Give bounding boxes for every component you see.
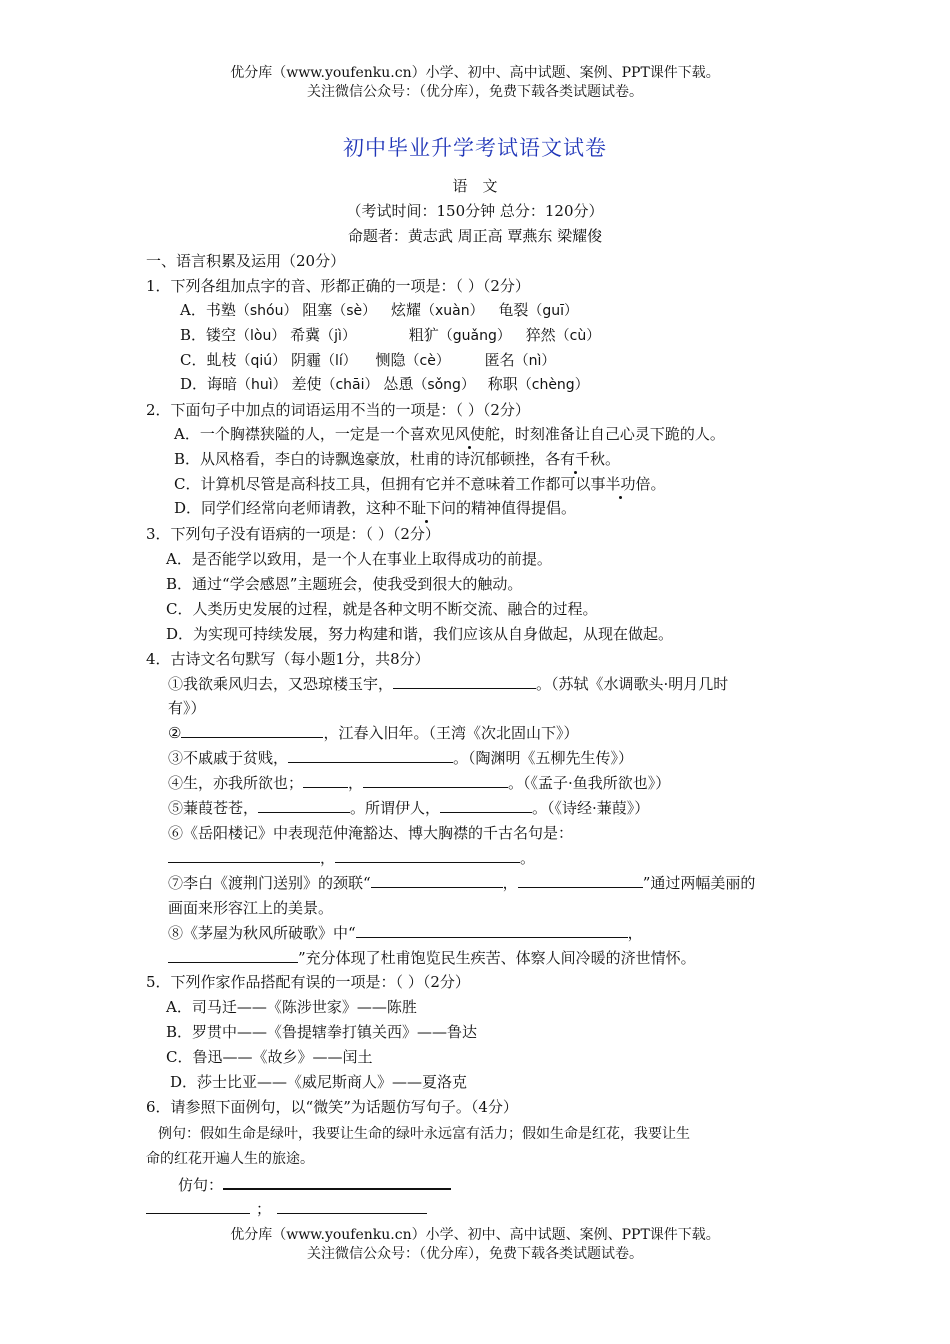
answer-blank[interactable] bbox=[223, 1174, 451, 1190]
footer-line-1: 优分库（www.youfenku.cn）小学、初中、高中试题、案例、PPT课件下载。 bbox=[230, 1227, 720, 1243]
dotted-phrase: 事半功倍 bbox=[590, 475, 651, 493]
text: A．一个胸襟狭隘的人，一定是一个喜欢 bbox=[174, 425, 440, 443]
blank-line[interactable] bbox=[168, 948, 298, 963]
pinyin: （lòu） bbox=[236, 328, 286, 344]
q4-item-8-cont bbox=[168, 948, 696, 968]
word: 镂空 bbox=[206, 326, 237, 344]
q6-stem: 6．请参照下面例句，以“微笑”为话题仿写句子。（4分） bbox=[146, 1098, 518, 1116]
answer-blank[interactable] bbox=[277, 1199, 427, 1214]
option-label: B． bbox=[180, 326, 207, 344]
blank-line[interactable] bbox=[303, 773, 348, 788]
q6-imitation bbox=[178, 1174, 451, 1195]
exam-title: 初中毕业升学考试语文试卷 bbox=[343, 136, 607, 160]
text: ，时刻准备让自己心灵下跪的人。 bbox=[499, 425, 725, 443]
pinyin: （lí） bbox=[320, 353, 357, 369]
dotted-phrase: 见风使舵 bbox=[439, 425, 500, 443]
q2-option-d bbox=[174, 498, 576, 518]
q3-option-c: C．人类历史发展的过程，就是各种文明不断交流、融合的过程。 bbox=[166, 600, 598, 618]
blank-line[interactable] bbox=[363, 773, 508, 788]
exam-info: （考试时间：150分钟 总分：120分） bbox=[346, 202, 604, 220]
pinyin: （shóu） bbox=[235, 303, 298, 319]
q4-item-7 bbox=[168, 873, 755, 893]
q4-item-5 bbox=[168, 798, 649, 818]
text: ③不戚戚于贫贱， bbox=[168, 749, 289, 767]
q2-option-c bbox=[174, 474, 666, 494]
text: ， bbox=[502, 874, 518, 892]
blank-line[interactable] bbox=[288, 748, 453, 763]
word: 恻隐 bbox=[375, 351, 406, 369]
pinyin: （cù） bbox=[555, 328, 601, 344]
q3-option-b: B．通过“学会感恩”主题班会，使我受到很大的触动。 bbox=[166, 575, 523, 593]
text: 。（陶渊明《五柳先生传》） bbox=[453, 749, 634, 767]
word: 粗犷 bbox=[408, 326, 439, 344]
q6-example-line-2: 命的红花开遍人生的旅途。 bbox=[146, 1151, 314, 1167]
word: 阴霾 bbox=[290, 351, 321, 369]
word: 称职 bbox=[487, 375, 518, 393]
q3-stem: 3．下列句子没有语病的一项是：（ ）（2分） bbox=[146, 525, 440, 543]
q4-item-6: ⑥《岳阳楼记》中表现范仲淹豁达、博大胸襟的千古名句是： bbox=[168, 824, 574, 842]
text: 。（《孟子·鱼我所欲也》） bbox=[508, 774, 671, 792]
q4-item-6-blanks bbox=[168, 848, 535, 868]
text: ⑦李白《渡荆门送别》的颈联“ bbox=[168, 874, 371, 892]
word: 猝然 bbox=[525, 326, 556, 344]
q4-item-4 bbox=[168, 773, 670, 793]
text: B．从风格看，李白的诗飘逸豪放，杜甫的诗沉郁顿挫， bbox=[174, 450, 546, 468]
text: ④生，亦我所欲也； bbox=[168, 774, 304, 792]
pinyin: （nì） bbox=[514, 353, 556, 369]
subject-line: 语 文 bbox=[452, 177, 498, 195]
blank-line[interactable] bbox=[393, 674, 536, 689]
pinyin: （qiú） bbox=[236, 353, 287, 369]
text: 仿句： bbox=[178, 1176, 224, 1194]
q1-option-a bbox=[180, 300, 578, 321]
text: ， bbox=[320, 849, 336, 867]
blank-line[interactable] bbox=[181, 723, 323, 738]
text: ”充分体现了杜甫饱览民生疾苦、体察人间冷暖的济世情怀。 bbox=[298, 949, 696, 967]
dotted-phrase: 不耻下问 bbox=[396, 499, 457, 517]
answer-blank[interactable] bbox=[146, 1199, 250, 1214]
blank-line[interactable] bbox=[335, 848, 520, 863]
option-label: C． bbox=[180, 351, 207, 369]
q5-option-d: D．莎士比亚——《威尼斯商人》——夏洛克 bbox=[170, 1073, 468, 1091]
q4-item-7-cont: 画面来形容江上的美景。 bbox=[168, 899, 334, 917]
q5-stem: 5．下列作家作品搭配有误的一项是：（ ）（2分） bbox=[146, 973, 470, 991]
pinyin: （cè） bbox=[405, 353, 450, 369]
q4-item-3 bbox=[168, 748, 633, 768]
q3-option-d: D．为实现可持续发展，努力构建和谐，我们应该从自身做起，从现在做起。 bbox=[166, 625, 674, 643]
word: 虬枝 bbox=[206, 351, 237, 369]
blank-line[interactable] bbox=[371, 873, 503, 888]
text: ，江春入旧年。（王湾《次北固山下》） bbox=[323, 724, 579, 742]
word: 匿名 bbox=[484, 351, 515, 369]
q4-stem: 4．古诗文名句默写（每小题1分，共8分） bbox=[146, 650, 430, 668]
q1-option-b bbox=[180, 325, 600, 346]
option-label: A． bbox=[180, 301, 206, 319]
blank-line[interactable] bbox=[258, 798, 350, 813]
q2-option-b bbox=[174, 449, 620, 469]
text: 。 bbox=[605, 450, 621, 468]
text: 的精神值得提倡。 bbox=[456, 499, 577, 517]
q1-option-c bbox=[180, 350, 555, 371]
header-line-1: 优分库（www.youfenku.cn）小学、初中、高中试题、案例、PPT课件下载。 bbox=[230, 65, 720, 81]
word: 阻塞 bbox=[302, 301, 333, 319]
header-line-2: 关注微信公众号：（优分库），免费下载各类试题试卷。 bbox=[307, 84, 643, 100]
dotted-phrase: 各有千秋 bbox=[545, 450, 606, 468]
q2-option-a bbox=[174, 424, 725, 444]
text: ⑤蒹葭苍苍， bbox=[168, 799, 259, 817]
section-heading: 一、语言积累及运用（20分） bbox=[146, 252, 346, 270]
pinyin: （sǒng） bbox=[413, 377, 475, 393]
text: ， bbox=[627, 924, 643, 942]
q4-item-1-cont: 有》） bbox=[168, 699, 206, 717]
q1-option-d bbox=[180, 374, 589, 395]
word: 差使 bbox=[291, 375, 322, 393]
text: 。（苏轼《水调歌头·明月几时 bbox=[536, 675, 729, 693]
text: 。（《诗经·蒹葭》） bbox=[532, 799, 650, 817]
word: 书塾 bbox=[205, 301, 236, 319]
text: 。所谓伊人， bbox=[350, 799, 441, 817]
word: 怂恿 bbox=[383, 375, 414, 393]
q1-stem: 1．下列各组加点字的音、形都正确的一项是：（ ）（2分） bbox=[146, 277, 530, 295]
text: ”通过两幅美丽的 bbox=[642, 874, 756, 892]
text: ， bbox=[348, 774, 364, 792]
text: ② bbox=[168, 724, 182, 742]
page-footer bbox=[0, 1226, 950, 1264]
q3-option-a: A．是否能学以致用，是一个人在事业上取得成功的前提。 bbox=[166, 550, 552, 568]
q4-item-2 bbox=[168, 723, 578, 743]
text: 。 bbox=[520, 849, 536, 867]
text: D．同学们经常向老师请教，这种 bbox=[174, 499, 397, 517]
pinyin: （chāi） bbox=[321, 377, 379, 393]
q4-item-1 bbox=[168, 674, 728, 694]
blank-line[interactable] bbox=[518, 873, 643, 888]
word: 炫耀 bbox=[390, 301, 421, 319]
q2-stem: 2．下面句子中加点的词语运用不当的一项是：（ ）（2分） bbox=[146, 401, 530, 419]
blank-line[interactable] bbox=[168, 848, 320, 863]
option-label: D． bbox=[180, 375, 208, 393]
text: 。 bbox=[650, 475, 666, 493]
q5-option-b: B．罗贯中——《鲁提辖拳打镇关西》——鲁达 bbox=[166, 1023, 478, 1041]
page-header bbox=[0, 64, 950, 102]
word: 希冀 bbox=[290, 326, 321, 344]
text: ①我欲乘风归去，又恐琼楼玉宇， bbox=[168, 675, 394, 693]
pinyin: （huì） bbox=[237, 377, 287, 393]
pinyin: （jì） bbox=[320, 328, 356, 344]
text: C．计算机尽管是高科技工具，但拥有它并不意味着工作都可以 bbox=[174, 475, 591, 493]
q5-option-c: C．鲁迅——《故乡》——闰土 bbox=[166, 1048, 373, 1066]
authors: 命题者：黄志武 周正高 覃燕东 梁耀俊 bbox=[347, 227, 603, 245]
q4-item-8 bbox=[168, 923, 643, 943]
pinyin: （sè） bbox=[332, 303, 377, 319]
text: ⑧《茅屋为秋风所破歌》中“ bbox=[168, 924, 356, 942]
pinyin: （guǎng） bbox=[438, 328, 511, 344]
pinyin: （chèng） bbox=[517, 377, 589, 393]
blank-line[interactable] bbox=[356, 923, 628, 938]
word: 龟裂 bbox=[498, 301, 529, 319]
q5-option-a: A．司马迁——《陈涉世家》——陈胜 bbox=[166, 998, 417, 1016]
q6-imitation-cont bbox=[146, 1199, 427, 1219]
word: 诲暗 bbox=[207, 375, 238, 393]
pinyin: （xuàn） bbox=[420, 303, 484, 319]
blank-line[interactable] bbox=[440, 798, 532, 813]
text: ； bbox=[256, 1200, 272, 1218]
footer-line-2: 关注微信公众号：（优分库），免费下载各类试题试卷。 bbox=[307, 1246, 643, 1262]
pinyin: （guī） bbox=[528, 303, 579, 319]
q6-example-line-1: 例句：假如生命是绿叶，我要让生命的绿叶永远富有活力；假如生命是红花，我要让生 bbox=[158, 1126, 690, 1142]
